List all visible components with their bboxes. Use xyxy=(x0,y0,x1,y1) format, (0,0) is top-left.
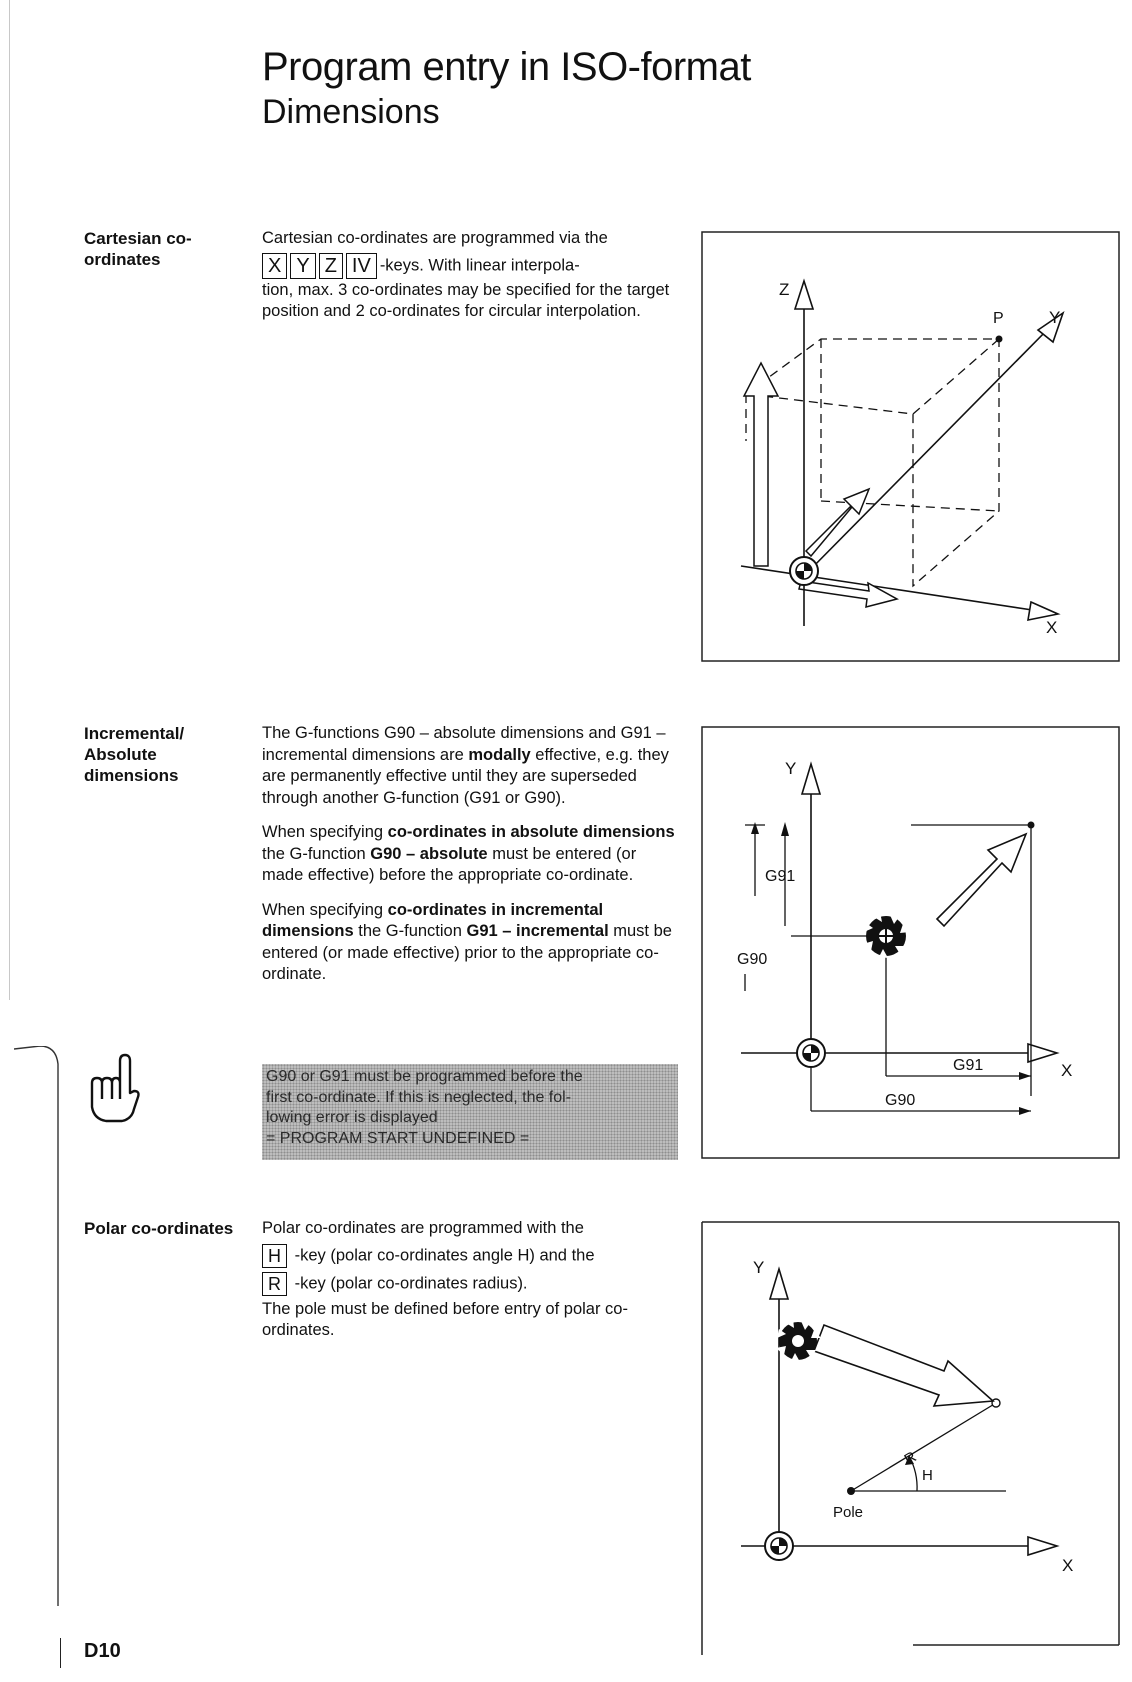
cartesian-keys-suffix: -keys. With linear interpola- xyxy=(379,255,580,274)
note-line: lowing error is displayed xyxy=(266,1109,438,1126)
absolute-incremental-figure xyxy=(701,726,1121,1160)
fig3-label-y: Y xyxy=(753,1258,765,1277)
incremental-para-3: When specifying co-ordinates in incremental dimensions the G-function G91 – incremental must be entered (or made effective) prior to the appropriate co-ordinate. xyxy=(262,900,672,983)
cartesian-intro: Cartesian co-ordinates are programmed via the xyxy=(262,229,608,247)
note-line: G90 or G91 must be programmed before the xyxy=(266,1068,583,1085)
page-subtitle: Dimensions xyxy=(262,93,440,131)
cartesian-keys-line xyxy=(262,253,677,279)
note-line: = PROGRAM START UNDEFINED = xyxy=(266,1129,530,1147)
fig1-label-x: X xyxy=(1046,618,1058,637)
incremental-para-1: The G-functions G90 – absolute dimensions and G91 – incremental dimensions are modally effective, e.g. they are permanently effective until they are superseded through another G-function (G91 or G90). xyxy=(262,724,669,807)
key-r: R xyxy=(262,1272,287,1296)
fig2-label-y: Y xyxy=(785,759,797,778)
pointing-hand-icon xyxy=(86,1053,142,1123)
incremental-text xyxy=(262,723,677,999)
key-iv: IV xyxy=(346,253,377,279)
polar-line-3: R -key (polar co-ordinates radius). xyxy=(262,1272,677,1296)
cartesian-figure xyxy=(701,231,1121,663)
fig3-label-x: X xyxy=(1062,1556,1074,1575)
margin-bracket xyxy=(14,1046,62,1606)
page-mark xyxy=(60,1638,61,1668)
fig2-label-g91-horizontal: G91 xyxy=(953,1057,984,1074)
cartesian-rest: tion, max. 3 co-ordinates may be specified for the target position and 2 co-ordinates for circular interpolation. xyxy=(262,280,670,320)
page-title: Program entry in ISO-format xyxy=(262,45,751,89)
cartesian-text xyxy=(262,228,677,323)
fig2-label-g90-horizontal: G90 xyxy=(885,1092,916,1109)
fig3-label-pole: Pole xyxy=(833,1504,864,1521)
polar-heading: Polar co-ordinates xyxy=(84,1219,234,1238)
page-number: D10 xyxy=(84,1640,121,1662)
fig1-label-z: Z xyxy=(779,280,790,299)
fig2-label-x: X xyxy=(1061,1061,1073,1080)
key-x: X xyxy=(262,253,287,279)
note-line: first co-ordinate. If this is neglected, the fol- xyxy=(266,1088,572,1106)
polar-figure xyxy=(701,1221,1121,1655)
fig2-label-g90-vertical: G90 xyxy=(737,951,768,968)
page-margin-line xyxy=(9,0,10,1000)
fig1-label-p: P xyxy=(993,310,1004,327)
polar-text xyxy=(262,1218,677,1342)
key-y: Y xyxy=(290,253,315,279)
cutter-icon xyxy=(776,1318,821,1362)
incremental-para-2: When specifying co-ordinates in absolute dimensions the G-function G90 – absolute must be entered (or made effective) before the appropriate co-ordinate. xyxy=(262,823,675,884)
key-h: H xyxy=(262,1244,287,1268)
cartesian-heading: Cartesian co-ordinates xyxy=(84,229,192,269)
cutter-icon xyxy=(863,912,910,958)
polar-line-1: Polar co-ordinates are programmed with the xyxy=(262,1219,584,1237)
fig2-label-g91-vertical: G91 xyxy=(765,868,796,885)
polar-line-4: The pole must be defined before entry of polar co-ordinates. xyxy=(262,1299,628,1339)
warning-note xyxy=(262,1064,678,1160)
fig3-label-h: H xyxy=(922,1467,933,1484)
fig1-label-y: Y xyxy=(1049,308,1061,327)
fig3-label-r: R xyxy=(901,1448,920,1469)
polar-line-2: H -key (polar co-ordinates angle H) and the xyxy=(262,1244,677,1268)
key-z: Z xyxy=(319,253,343,279)
incremental-heading: Incremental/ Absolute dimensions xyxy=(84,724,185,785)
